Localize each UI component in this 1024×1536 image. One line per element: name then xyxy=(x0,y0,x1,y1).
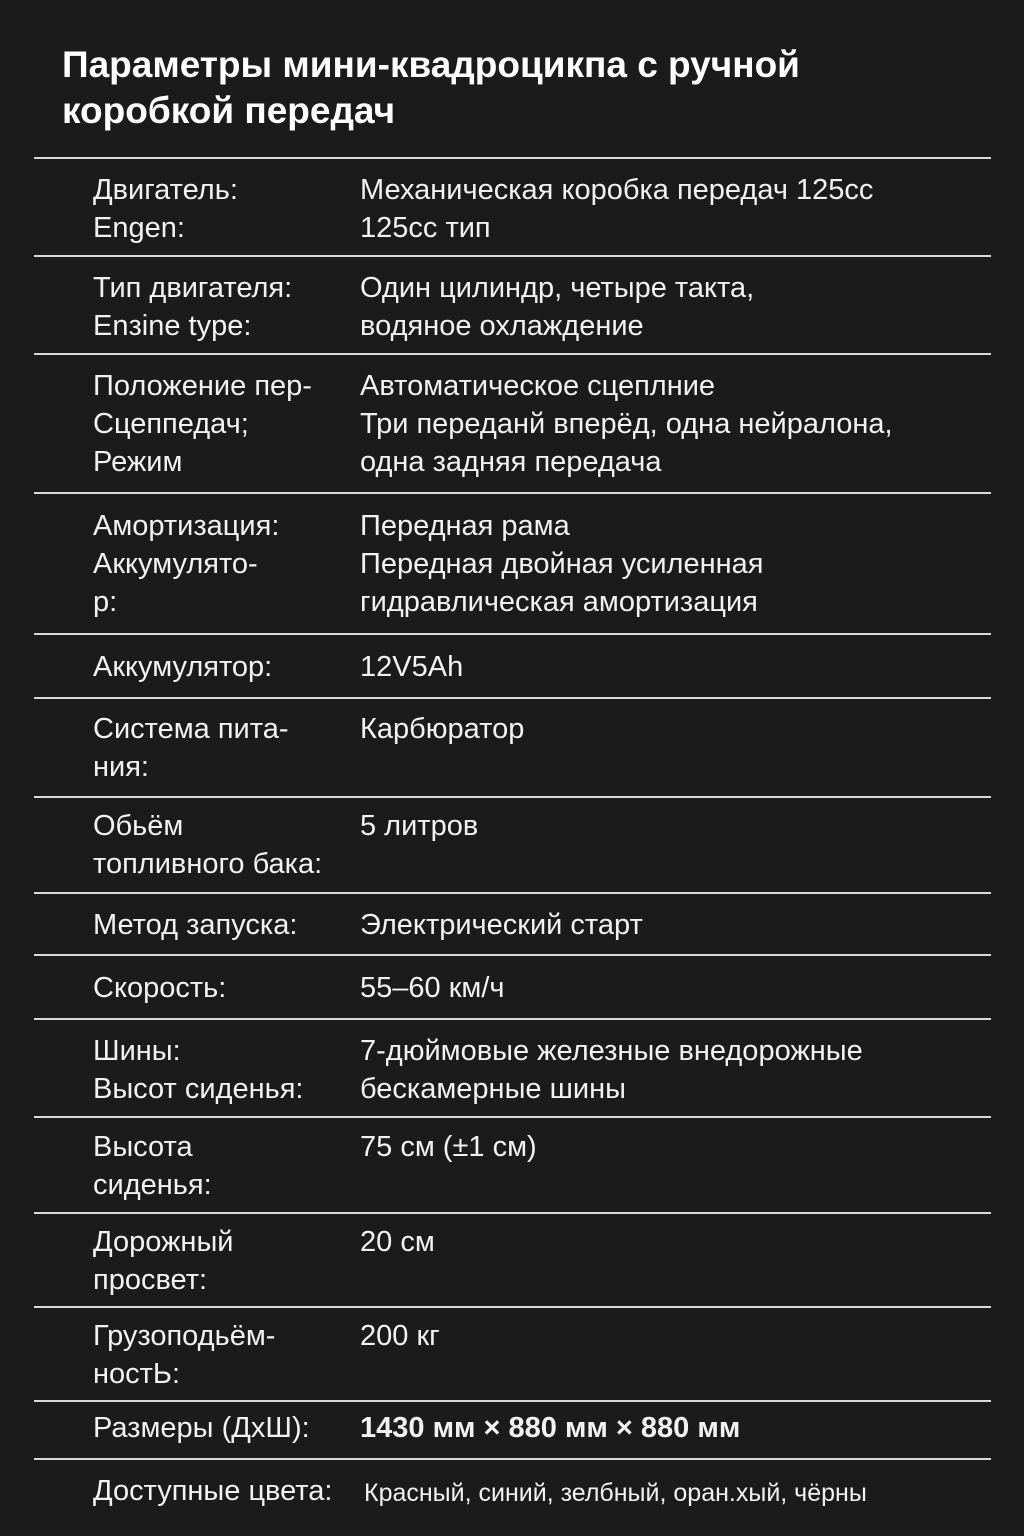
spec-label: Грузоподьём- ностЬ: xyxy=(93,1320,276,1390)
spec-label: Тип двигателя: Enзine type: xyxy=(93,272,293,342)
spec-row-fuel-system xyxy=(34,697,991,796)
spec-row-dimensions xyxy=(34,1400,991,1458)
spec-row-fuel-tank xyxy=(34,796,991,892)
spec-value: 200 кг xyxy=(360,1320,440,1352)
spec-value: 20 см xyxy=(360,1226,435,1258)
spec-label: Высота сиденья: xyxy=(93,1131,212,1201)
spec-row-load-capacity xyxy=(34,1306,991,1400)
spec-value: Карбюратор xyxy=(360,713,525,745)
spec-row-gear-position xyxy=(34,353,991,492)
spec-label: Обьём топливного бака: xyxy=(93,810,323,880)
spec-value: 55–60 км/ч xyxy=(360,972,505,1004)
spec-row-ground-clearance xyxy=(34,1212,991,1306)
spec-table xyxy=(34,157,991,1528)
spec-value: 1430 мм × 880 мм × 880 мм xyxy=(360,1412,741,1444)
spec-value: Электрический старт xyxy=(360,909,643,941)
spec-label: Система пита- ния: xyxy=(93,713,289,783)
spec-value: Передная рама Передная двойная усиленная гидравлическая амортизация xyxy=(360,510,764,618)
spec-label: Дорожный просвет: xyxy=(93,1226,234,1296)
spec-value: 12V5Ah xyxy=(360,651,464,683)
spec-row-engine-type xyxy=(34,255,991,353)
spec-row-start-method xyxy=(34,892,991,954)
spec-row-engine xyxy=(34,157,991,255)
spec-label: Размеры (ДхШ): xyxy=(93,1412,310,1444)
spec-row-seat-height xyxy=(34,1116,991,1212)
spec-value: Один цилиндр, четыре такта, водяное охлаждение xyxy=(360,272,755,342)
spec-value: 7-дюймовые железные внедорожные бескамерные шины xyxy=(360,1035,863,1105)
spec-row-suspension xyxy=(34,492,991,633)
spec-label: Шины: Высот сиденья: xyxy=(93,1035,304,1105)
spec-row-tires xyxy=(34,1018,991,1116)
spec-label: Амортизация: Аккумулято- р: xyxy=(93,510,280,618)
spec-value: Механическая коробка передач 125cc 125cc тип xyxy=(360,174,874,244)
spec-row-speed xyxy=(34,954,991,1018)
spec-label: Аккумулятор: xyxy=(93,651,273,683)
spec-row-battery xyxy=(34,633,991,697)
page-title: Параметры мини-квадроцикпа с ручной коробкой передач xyxy=(62,44,800,131)
spec-label: Скорость: xyxy=(93,972,227,1004)
spec-label: Двигатель: Engen: xyxy=(93,174,238,244)
spec-value: 75 см (±1 см) xyxy=(360,1131,537,1163)
spec-label: Положение пер- Сцеппедач; Режим xyxy=(93,370,312,478)
spec-row-colors xyxy=(34,1458,991,1528)
spec-label: Доступные цвета: xyxy=(93,1475,333,1507)
spec-value: 5 литров xyxy=(360,810,479,842)
spec-label: Метод запуска: xyxy=(93,909,298,941)
spec-value: Автоматическое сцеплние Три переданй вперёд, одна нейралона, одна задняя передача xyxy=(360,370,893,478)
spec-value: Красный, синий, зелбный, оран.хый, чёрны xyxy=(364,1479,867,1507)
